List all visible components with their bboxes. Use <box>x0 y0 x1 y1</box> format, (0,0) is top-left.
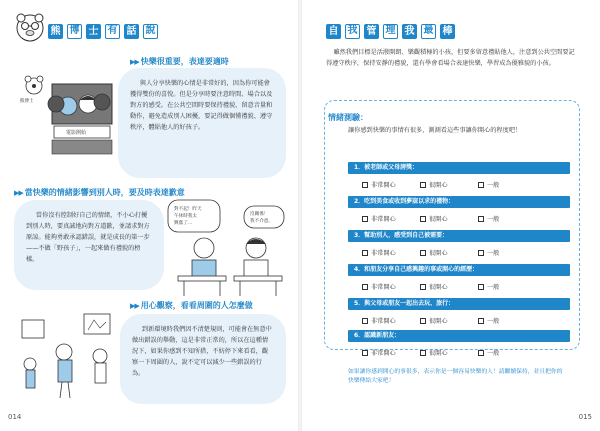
title-char: 有 <box>105 24 120 39</box>
option-happy[interactable]: 很開心 <box>420 316 468 325</box>
option-very-happy[interactable]: 非常開心 <box>362 282 410 291</box>
arrow-icon: ▶▶ <box>14 189 23 197</box>
checkbox-icon[interactable] <box>420 216 426 222</box>
title-char: 話 <box>124 24 139 39</box>
question-3: 3．幫助別人，感受到自己被需要： <box>348 230 570 242</box>
question-4: 4．和朋友分享自己感興趣的事或開心的經歷： <box>348 264 570 276</box>
checkbox-icon[interactable] <box>478 250 484 256</box>
quiz-title: 情緒測驗： <box>328 113 368 122</box>
quiz-prompt: 讓你感到快樂的事情有很多，測測看這些事讓你開心的程度吧！ <box>348 127 522 134</box>
question-2: 2．吃到美食或收到夢寐以求的禮物： <box>348 196 570 208</box>
options-3 <box>362 248 526 257</box>
checkbox-icon[interactable] <box>420 250 426 256</box>
options-6 <box>362 348 526 357</box>
classroom-illustration <box>164 198 292 298</box>
checkbox-icon[interactable] <box>420 350 426 356</box>
option-happy[interactable]: 很開心 <box>420 214 468 223</box>
text-bubble-3 <box>120 314 286 404</box>
checkbox-icon[interactable] <box>362 216 368 222</box>
checkbox-icon[interactable] <box>420 284 426 290</box>
checkbox-icon[interactable] <box>478 350 484 356</box>
svg-text:興奮了…: 興奮了… <box>174 221 193 226</box>
checkbox-icon[interactable] <box>420 318 426 324</box>
checkbox-icon[interactable] <box>362 182 368 188</box>
options-1 <box>362 180 526 189</box>
checkbox-icon[interactable] <box>420 182 426 188</box>
svg-text:沒關係！: 沒關係！ <box>250 212 269 217</box>
checkbox-icon[interactable] <box>478 216 484 222</box>
subheading-2: ▶▶ 當快樂的情緒影響到別人時，要及時表達歉意 <box>14 188 185 197</box>
checkbox-icon[interactable] <box>362 284 368 290</box>
paragraph: 到新環境時我們因不清楚規則，可能會在無意中做出錯誤的舉動，這是非常正常的，所以在這種情況下，如果你感到不知所措，不妨停下來看看，觀察一下周圍的人，說不定可以減少一些錯誤的行為。 <box>132 326 272 377</box>
option-very-happy[interactable]: 非常開心 <box>362 180 410 189</box>
title-char: 士 <box>86 24 101 39</box>
option-normal[interactable]: 一般 <box>478 214 526 223</box>
option-normal[interactable]: 一般 <box>478 348 526 357</box>
subheading-3: ▶▶ 用心觀察，看看周圍的人怎麼做 <box>130 301 253 310</box>
page-number: 015 <box>578 413 592 421</box>
options-4 <box>362 282 526 291</box>
option-happy[interactable]: 很開心 <box>420 248 468 257</box>
title-char: 我 <box>345 24 360 39</box>
checkbox-icon[interactable] <box>362 250 368 256</box>
svg-text:熊博士: 熊博士 <box>20 99 34 104</box>
quiz-note: 如果讓你感到開心的事很多，表示你是一個容易快樂的人！請繼續保持，並且把你的快樂傳給大家吧！ <box>348 369 563 384</box>
option-very-happy[interactable]: 非常開心 <box>362 248 410 257</box>
question-6: 6．認識新朋友： <box>348 330 570 342</box>
option-normal[interactable]: 一般 <box>478 180 526 189</box>
checkbox-icon[interactable] <box>478 318 484 324</box>
question-5: 5．與父母或朋友一起出去玩、旅行： <box>348 298 570 310</box>
right-page <box>302 0 600 431</box>
text-bubble-1 <box>118 68 286 178</box>
title-char: 博 <box>67 24 82 39</box>
quiz-box <box>324 100 580 350</box>
arrow-icon: ▶▶ <box>130 302 139 310</box>
intro-paragraph: 雖然我們目標是活潑開朗、樂觀積極的小孩，但要多留意禮貼他人，注意到公共空間要記得遵守秩序，保持安靜的禮貌，還有學會看場合表達快樂，學習成為優雅貌的小孩。 <box>326 49 575 67</box>
option-happy[interactable]: 很開心 <box>420 282 468 291</box>
option-happy[interactable]: 很開心 <box>420 180 468 189</box>
title-char: 自 <box>326 24 341 39</box>
cinema-sign: 電影開始 <box>66 130 87 136</box>
option-very-happy[interactable]: 非常開心 <box>362 214 410 223</box>
title-char: 棒 <box>440 24 455 39</box>
svg-text:我不介意。: 我不介意。 <box>250 219 273 224</box>
gallery-illustration <box>14 312 118 404</box>
option-happy[interactable]: 很開心 <box>420 348 468 357</box>
title-char: 熊 <box>48 24 63 39</box>
options-2 <box>362 214 526 223</box>
title-char: 理 <box>383 24 398 39</box>
option-normal[interactable]: 一般 <box>478 282 526 291</box>
title-char: 管 <box>364 24 379 39</box>
page-number: 014 <box>8 413 22 421</box>
section-title <box>48 24 158 39</box>
svg-text:午休時我太: 午休時我太 <box>174 214 197 219</box>
paragraph: 當你沒有控制好自己的情緒，不小心打擾到別人時，要真誠地向對方道歉，並請求對方原諒。能夠勇敢承認錯誤，就是成長的第一步——不做「野孩子」，一起來做有禮貌的榜樣。 <box>26 212 150 263</box>
arrow-icon: ▶▶ <box>130 58 139 66</box>
checkbox-icon[interactable] <box>362 350 368 356</box>
option-very-happy[interactable]: 非常開心 <box>362 348 410 357</box>
left-page <box>0 0 298 431</box>
options-5 <box>362 316 526 325</box>
svg-text:對不起！昨天: 對不起！昨天 <box>174 207 202 212</box>
question-1: 1．被老師或父母誇獎： <box>348 162 570 174</box>
subheading-1: ▶▶ 快樂很重要，表達要適時 <box>130 57 229 66</box>
checkbox-icon[interactable] <box>478 182 484 188</box>
bear-doctor-mascot <box>12 10 48 46</box>
option-normal[interactable]: 一般 <box>478 316 526 325</box>
text-bubble-2 <box>14 200 164 290</box>
checkbox-icon[interactable] <box>478 284 484 290</box>
option-normal[interactable]: 一般 <box>478 248 526 257</box>
cinema-illustration <box>14 70 118 180</box>
section-title <box>326 24 455 39</box>
title-char: 最 <box>421 24 436 39</box>
title-char: 說 <box>143 24 158 39</box>
title-char: 我 <box>402 24 417 39</box>
option-very-happy[interactable]: 非常開心 <box>362 316 410 325</box>
checkbox-icon[interactable] <box>362 318 368 324</box>
paragraph: 與人分享快樂的心情是非常好的，因為你可能會獲得雙份的喜悅。但是分享時要注意時間、場合以及對方的感受。在公共空間時要保持禮貌，留意音量和動作，避免造成別人困擾，要記得做個懂禮貌、遵守秩序，體貼他人的好孩子。 <box>130 80 273 131</box>
